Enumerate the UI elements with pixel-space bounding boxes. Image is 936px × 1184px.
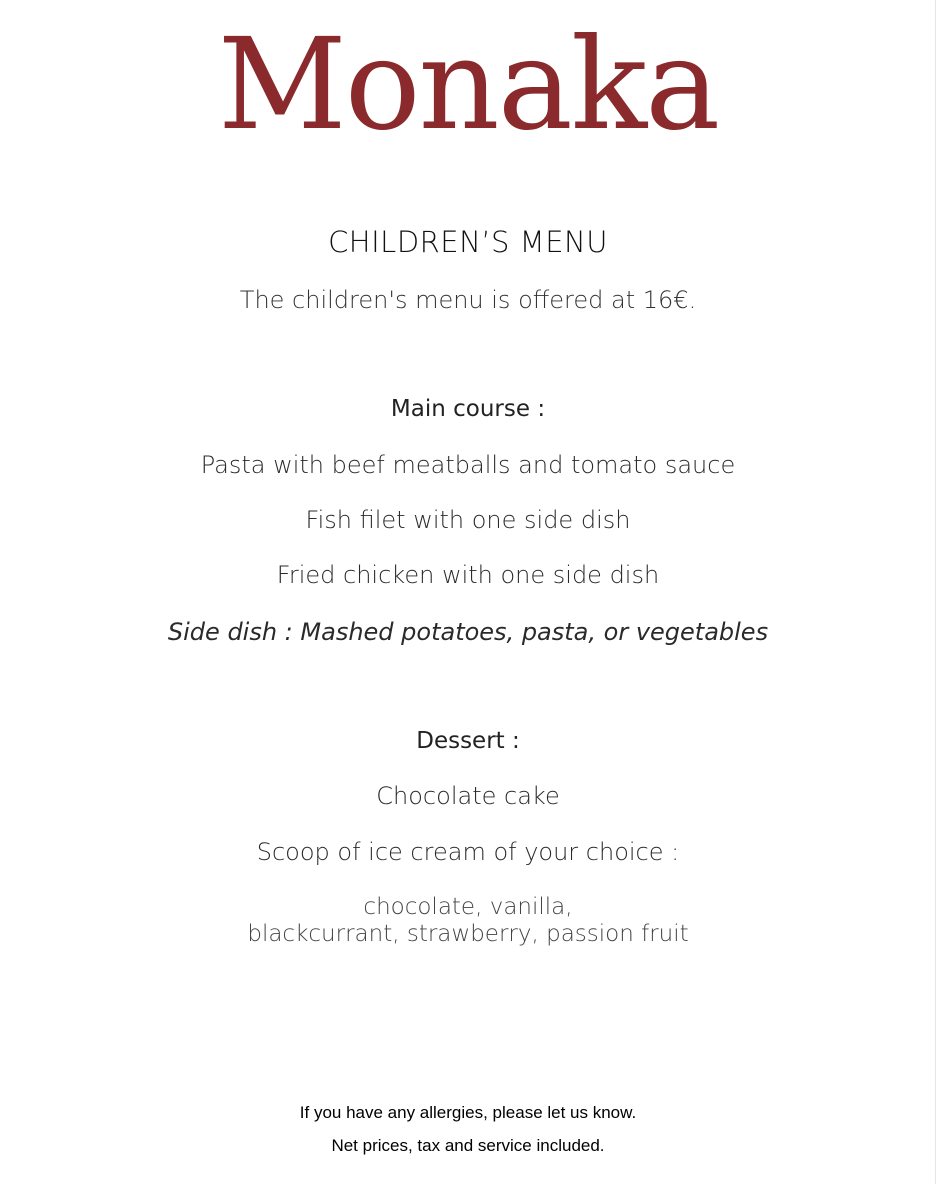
dessert-heading: Dessert : [416, 728, 520, 754]
menu-price-note: The children's menu is offered at 16€. [239, 286, 697, 314]
price-note: Net prices, tax and service included. [331, 1136, 605, 1155]
menu-title: CHILDREN’S MENU [328, 225, 608, 259]
allergy-note: If you have any allergies, please let us know. [299, 1103, 637, 1122]
main-course-item: Pasta with beef meatballs and tomato sauce [200, 451, 736, 479]
ice-cream-flavors [0, 894, 936, 948]
side-dish-note: Side dish : Mashed potatoes, pasta, or vegetables [167, 618, 769, 646]
main-course-heading: Main course : [390, 396, 546, 422]
dessert-item: Scoop of ice cream of your choice : [256, 838, 680, 866]
dessert-item: Chocolate cake [376, 782, 560, 810]
main-course-item: Fried chicken with one side dish [276, 561, 660, 589]
ice-cream-flavors-line: chocolate, vanilla, [363, 894, 573, 920]
restaurant-logo: Monaka [217, 11, 719, 158]
ice-cream-flavors-line: blackcurrant, strawberry, passion fruit [247, 921, 689, 947]
main-course-item: Fish filet with one side dish [305, 506, 631, 534]
